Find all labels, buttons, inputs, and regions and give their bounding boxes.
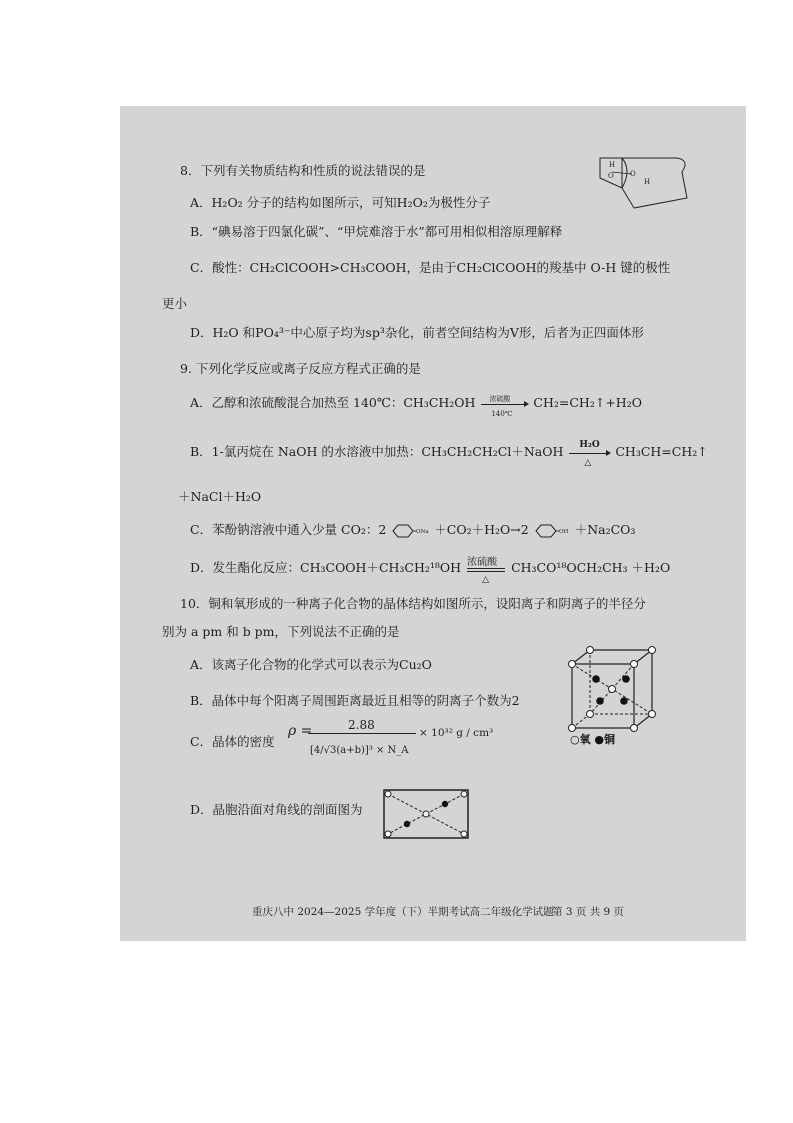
density-denominator: [4/√3(a+b)]³ × N_A: [310, 745, 409, 756]
equilibrium-arrow: [465, 556, 507, 585]
q9-c-mid: ＋CO₂＋H₂O→2: [434, 522, 529, 537]
q8-stem: 8．下列有关物质结构和性质的说法错误的是: [180, 163, 426, 178]
h2o2-structure-figure: [592, 150, 692, 212]
q10-option-a: A．该离子化合物的化学式可以表示为Cu₂O: [190, 657, 432, 672]
q9-a-reactant: A．乙醇和浓硫酸混合加热至 140℃：CH₃CH₂OH: [190, 395, 476, 410]
q9-c-prefix: C．苯酚钠溶液中通入少量 CO₂：2: [190, 522, 387, 537]
q9-option-b-cont: ＋NaCl＋H₂O: [178, 489, 262, 504]
q9-c-end: ＋Na₂CO₃: [574, 522, 636, 537]
o-atom-label: O: [630, 170, 636, 178]
benzene-ring-icon: [533, 523, 571, 539]
crystal-legend: ○氧 ●铜: [570, 733, 616, 746]
q10-option-b: B．晶体中每个阳离子周围距离最近且相等的阴离子个数为2: [190, 693, 520, 708]
q9-b-reactant: B．1-氯丙烷在 NaOH 的水溶液中加热：CH₃CH₂CH₂Cl＋NaOH: [190, 444, 564, 459]
h-atom-label: H: [609, 161, 616, 169]
footer-page-number: 第 3 页 共 9 页: [552, 906, 625, 918]
q8-option-d: D．H₂O 和PO₄³⁻中心原子均为sp³杂化，前者空间结构为V形，后者为正四面体形: [190, 325, 644, 340]
arrow-condition-bottom: △: [482, 574, 489, 585]
arrow-condition-top: 浓硫酸: [467, 556, 498, 568]
exam-paper: [120, 106, 746, 941]
substituent-label: OH: [558, 528, 569, 535]
arrow-condition-top: H₂O: [579, 439, 600, 450]
density-unit: × 10³² g / cm³: [419, 727, 494, 739]
q9-option-c: [190, 522, 635, 539]
q10-option-d: D．晶胞沿面对角线的剖面图为: [190, 802, 363, 817]
reaction-arrow: [567, 439, 611, 468]
fraction-bar: [308, 733, 416, 734]
density-symbol: ρ =: [288, 723, 313, 739]
q10-stem: 10．铜和氧形成的一种离子化合物的晶体结构如图所示，设阳离子和阴离子的半径分: [180, 596, 646, 611]
substituent-label: ONa: [416, 528, 429, 535]
q9-stem: 9. 下列化学反应或离子反应方程式正确的是: [180, 361, 421, 376]
arrow-condition-top: 浓硫酸: [489, 394, 511, 403]
q8-option-c-cont: 更小: [162, 296, 188, 311]
q8-option-c: C．酸性：CH₂ClCOOH>CH₃COOH，是由于CH₂ClCOOH的羧基中 O-H 键的极性: [190, 260, 671, 275]
h-atom-label: H: [644, 178, 651, 186]
q8-option-a: A．H₂O₂ 分子的结构如图所示，可知H₂O₂为极性分子: [190, 195, 491, 210]
q8-option-b: B．“碘易溶于四氯化碳”、“甲烷难溶于水”都可用相似相溶原理解释: [190, 224, 563, 239]
crystal-cell-figure: [566, 644, 662, 746]
q9-b-product: CH₃CH=CH₂↑: [615, 444, 708, 459]
reaction-arrow: [479, 394, 529, 418]
q9-d-product: CH₃CO¹⁸OCH₂CH₃ ＋H₂O: [511, 560, 671, 575]
q9-option-b: [190, 439, 708, 468]
q9-option-d: [190, 556, 671, 585]
q9-a-product: CH₂=CH₂↑+H₂O: [533, 395, 642, 410]
q10-stem-cont: 别为 a pm 和 b pm，下列说法不正确的是: [162, 624, 400, 639]
arrow-condition-bottom: 140℃: [491, 409, 513, 418]
cross-section-figure: [382, 788, 472, 842]
q9-d-reactant: D．发生酯化反应：CH₃COOH＋CH₃CH₂¹⁸OH: [190, 560, 462, 575]
arrow-condition-bottom: △: [584, 457, 592, 468]
q9-option-a: [190, 394, 642, 418]
density-numerator: 2.88: [348, 718, 375, 732]
benzene-ring-icon: [390, 523, 430, 539]
o-atom-label: O: [608, 172, 614, 180]
footer-title: 重庆八中 2024—2025 学年度（下）半期考试高二年级化学试题: [252, 906, 554, 918]
q10-option-c: C．晶体的密度: [190, 734, 275, 749]
